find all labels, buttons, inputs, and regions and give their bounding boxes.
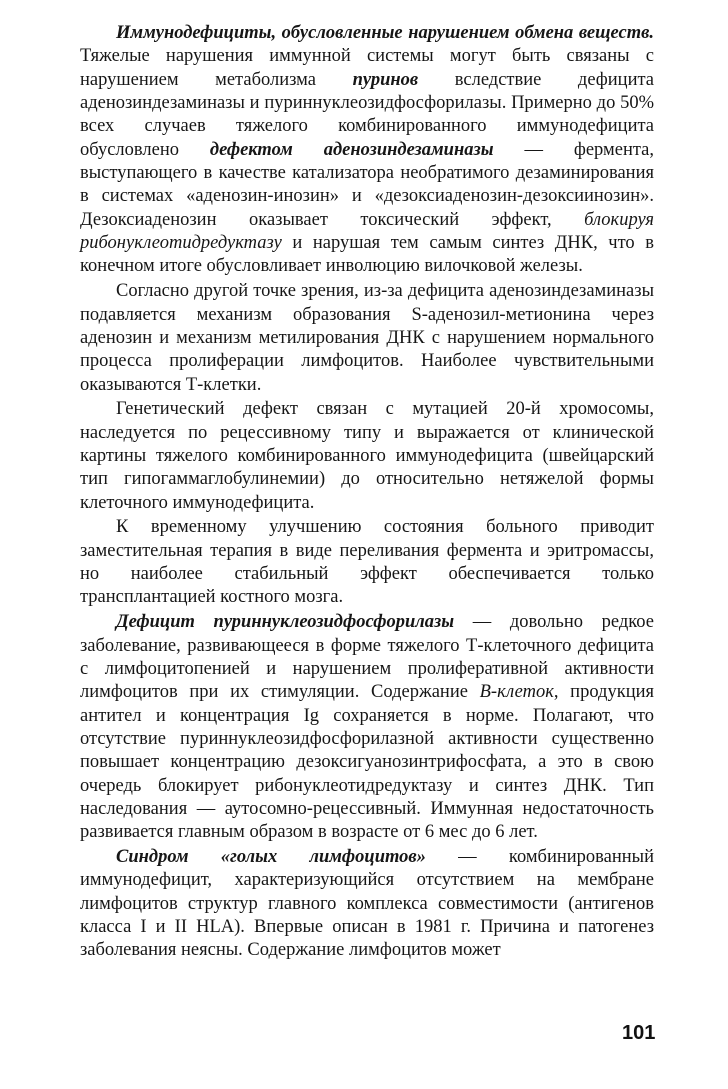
paragraph [80, 22, 654, 279]
emphasized-term: Дефицит пуриннуклеозидфосфорилазы [116, 612, 455, 633]
page-text [80, 22, 654, 963]
text-run: Тяжелые нарушения иммунной системы могут быть связаны с нарушением метаболизма [80, 46, 654, 90]
text-run: К временному улучшению состояния больного приводит заместительная терапия в виде переливания фермента и эритромассы, но наиболее стабильный эффект обеспечивается только трансплантацией костного мозга. [80, 517, 654, 608]
page-number: 101 [622, 1022, 656, 1044]
emphasized-term: дефектом аденозиндезаминазы [209, 139, 494, 160]
text-run: — комбинированный иммунодефицит, характеризующийся отсутствием на мембране лимфоцитов структур главного комплекса совместимости (антигенов класса I и II HLA). Впервые описан в 1981 г. Причина и патогенез заболевания неясны. Содержание лимфоцитов может [80, 846, 654, 961]
text-run: — фермента, выступающего в качестве катализатора необратимого дезаминирования в системах «аденозин-инозин» и «дезоксиаденозин-дезоксиинозин». Дезоксиаденозин оказывает токсический эффект, [80, 139, 654, 230]
paragraph [80, 611, 654, 844]
paragraph [80, 398, 654, 515]
text-run: — довольно редкое заболевание, развивающееся в форме тяжелого Т-клеточного дефицита с лимфоцитопенией и нарушением пролиферативной активности лимфоцитов при их стимуляции. Содержание [80, 612, 654, 703]
paragraph [80, 516, 654, 609]
text-run: и нарушая тем самым синтез ДНК, что в конечном итоге обусловливает инволюцию вилочковой железы. [80, 233, 654, 277]
paragraph [80, 280, 654, 397]
text-run: Согласно другой точке зрения, из-за дефицита аденозиндезаминазы подавляется механизм образования S-аденозил-метионина через аденозин и механизм метилирования ДНК с нарушением нормального процесса пролиферации лимфоцитов. Наиболее чувствительными оказываются Т-клетки. [80, 281, 654, 395]
emphasized-term: Иммунодефициты, обусловленные нарушением обмена веществ. [116, 23, 654, 43]
italic-text: блокируя рибонуклеотидредуктазу [80, 209, 654, 254]
italic-text: В-клеток [479, 682, 554, 703]
text-run: вследствие дефицита аденозиндезаминазы и пуриннуклеозидфосфорилазы. Примерно до 50% всех случаев тяжелого комбинированного иммунодефицита обусловлено [80, 69, 654, 160]
text-run: Генетический дефект связан с мутацией 20-й хромосомы, наследуется по рецессивному типу и выражается от клинической картины тяжелого комбинированного иммунодефицита (швейцарский тип гипогаммаглобулинемии) до относительно нетяжелой формы клеточного иммунодефицита. [80, 399, 654, 513]
emphasized-term: Синдром «голых лимфоцитов» [116, 846, 426, 867]
paragraph [80, 846, 654, 963]
emphasized-term: пуринов [352, 69, 419, 90]
text-run: , продукция антител и концентрация Ig сохраняется в норме. Полагают, что отсутствие пуриннуклеозидфосфорилазной активности существенно повышает концентрацию дезоксигуанозинтрифосфата, а это в свою очередь блокирует рибонуклеотидредуктазу и синтез ДНК. Тип наследования — аутосомно-рецессивный. Иммунная недостаточность развивается главным образом в возрасте от 6 мес до 6 лет. [80, 682, 655, 843]
